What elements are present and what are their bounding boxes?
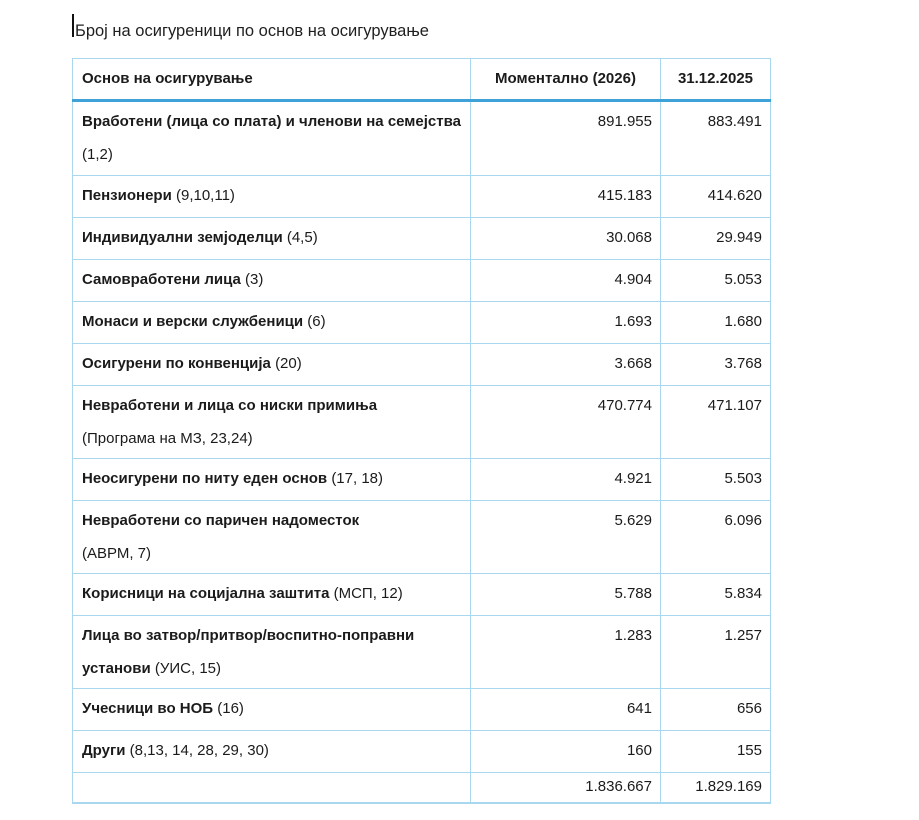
row-label: Самовработени лица xyxy=(82,271,241,288)
row-label-cell[interactable] xyxy=(73,386,471,459)
insurance-table xyxy=(72,58,771,804)
row-label: Неосигурени по ниту еден основ xyxy=(82,470,328,487)
row-label: Вработени (лица со плата) и членови на семејства xyxy=(82,113,461,130)
row-note: (16) xyxy=(217,700,244,717)
current-value-cell[interactable]: 30.068 xyxy=(471,218,661,260)
previous-value-cell[interactable]: 29.949 xyxy=(661,218,771,260)
col-header-current[interactable]: Моментално (2026) xyxy=(471,59,661,101)
row-label-cell[interactable] xyxy=(73,616,471,689)
current-value-cell[interactable]: 415.183 xyxy=(471,176,661,218)
table-row xyxy=(73,689,771,731)
col-header-basis[interactable]: Основ на осигурување xyxy=(73,59,471,101)
row-note: (6) xyxy=(307,313,326,330)
table-row xyxy=(73,302,771,344)
row-label: Осигурени по конвенција xyxy=(82,355,271,372)
text-caret xyxy=(72,14,74,37)
current-value-cell[interactable]: 3.668 xyxy=(471,344,661,386)
row-label-cell[interactable] xyxy=(73,344,471,386)
table-row xyxy=(73,101,771,176)
row-note: (9,10,11) xyxy=(175,187,235,204)
table-row xyxy=(73,344,771,386)
total-previous-cell[interactable]: 1.829.169 xyxy=(661,773,771,803)
previous-value-cell[interactable]: 5.834 xyxy=(661,574,771,616)
current-value-cell[interactable]: 1.283 xyxy=(471,616,661,689)
row-label-cell[interactable] xyxy=(73,574,471,616)
row-label-cell[interactable] xyxy=(73,459,471,501)
current-value-cell[interactable]: 4.921 xyxy=(471,459,661,501)
row-label-cell[interactable] xyxy=(73,218,471,260)
previous-value-cell[interactable]: 5.503 xyxy=(661,459,771,501)
row-label: Учесници во НОБ xyxy=(82,700,214,717)
current-value-cell[interactable]: 5.629 xyxy=(471,501,661,574)
total-current-cell[interactable]: 1.836.667 xyxy=(471,773,661,803)
row-note: (4,5) xyxy=(286,229,318,246)
row-label-cell[interactable] xyxy=(73,176,471,218)
row-note: (3) xyxy=(245,271,264,288)
current-value-cell[interactable]: 891.955 xyxy=(471,101,661,176)
row-label: Пензионери xyxy=(82,187,172,204)
row-label: Други xyxy=(82,742,126,759)
total-row xyxy=(73,773,771,803)
total-label-cell[interactable] xyxy=(73,773,471,803)
row-label-cell[interactable] xyxy=(73,731,471,773)
header-row xyxy=(73,59,771,101)
row-label: Невработени со паричен надоместок xyxy=(82,512,360,529)
previous-value-cell[interactable]: 6.096 xyxy=(661,501,771,574)
table-row xyxy=(73,459,771,501)
row-label-cell[interactable] xyxy=(73,260,471,302)
previous-value-cell[interactable]: 5.053 xyxy=(661,260,771,302)
row-note: (1,2) xyxy=(82,146,113,163)
row-label: Монаси и верски службеници xyxy=(82,313,304,330)
table-row xyxy=(73,176,771,218)
previous-value-cell[interactable]: 414.620 xyxy=(661,176,771,218)
row-label: Лица во затвор/притвор/воспитно-поправни установи xyxy=(82,627,415,677)
row-label-cell[interactable] xyxy=(73,501,471,574)
current-value-cell[interactable]: 160 xyxy=(471,731,661,773)
previous-value-cell[interactable]: 1.680 xyxy=(661,302,771,344)
row-label-cell[interactable] xyxy=(73,689,471,731)
row-note: (17, 18) xyxy=(331,470,384,487)
previous-value-cell[interactable]: 155 xyxy=(661,731,771,773)
document-title[interactable]: Број на осигуреници по основ на осигурување xyxy=(75,22,429,40)
table-row xyxy=(73,260,771,302)
current-value-cell[interactable]: 1.693 xyxy=(471,302,661,344)
previous-value-cell[interactable]: 883.491 xyxy=(661,101,771,176)
previous-value-cell[interactable]: 3.768 xyxy=(661,344,771,386)
row-note: (20) xyxy=(275,355,302,372)
previous-value-cell[interactable]: 1.257 xyxy=(661,616,771,689)
previous-value-cell[interactable]: 471.107 xyxy=(661,386,771,459)
table-row xyxy=(73,574,771,616)
row-label-cell[interactable] xyxy=(73,101,471,176)
table-row xyxy=(73,218,771,260)
table-row xyxy=(73,731,771,773)
row-label-cell[interactable] xyxy=(73,302,471,344)
row-label: Корисници на социјална заштита xyxy=(82,585,330,602)
current-value-cell[interactable]: 470.774 xyxy=(471,386,661,459)
previous-value-cell[interactable]: 656 xyxy=(661,689,771,731)
table-row xyxy=(73,386,771,459)
table-row xyxy=(73,501,771,574)
table-row xyxy=(73,616,771,689)
current-value-cell[interactable]: 4.904 xyxy=(471,260,661,302)
row-note: (АВРМ, 7) xyxy=(82,545,152,562)
col-header-date[interactable]: 31.12.2025 xyxy=(661,59,771,101)
current-value-cell[interactable]: 5.788 xyxy=(471,574,661,616)
row-label: Невработени и лица со ниски примиња xyxy=(82,397,378,414)
current-value-cell[interactable]: 641 xyxy=(471,689,661,731)
row-note: (Програма на МЗ, 23,24) xyxy=(82,430,253,447)
row-note: (8,13, 14, 28, 29, 30) xyxy=(129,742,269,759)
row-note: (УИС, 15) xyxy=(154,660,221,677)
row-note: (МСП, 12) xyxy=(333,585,403,602)
row-label: Индивидуални земјоделци xyxy=(82,229,283,246)
